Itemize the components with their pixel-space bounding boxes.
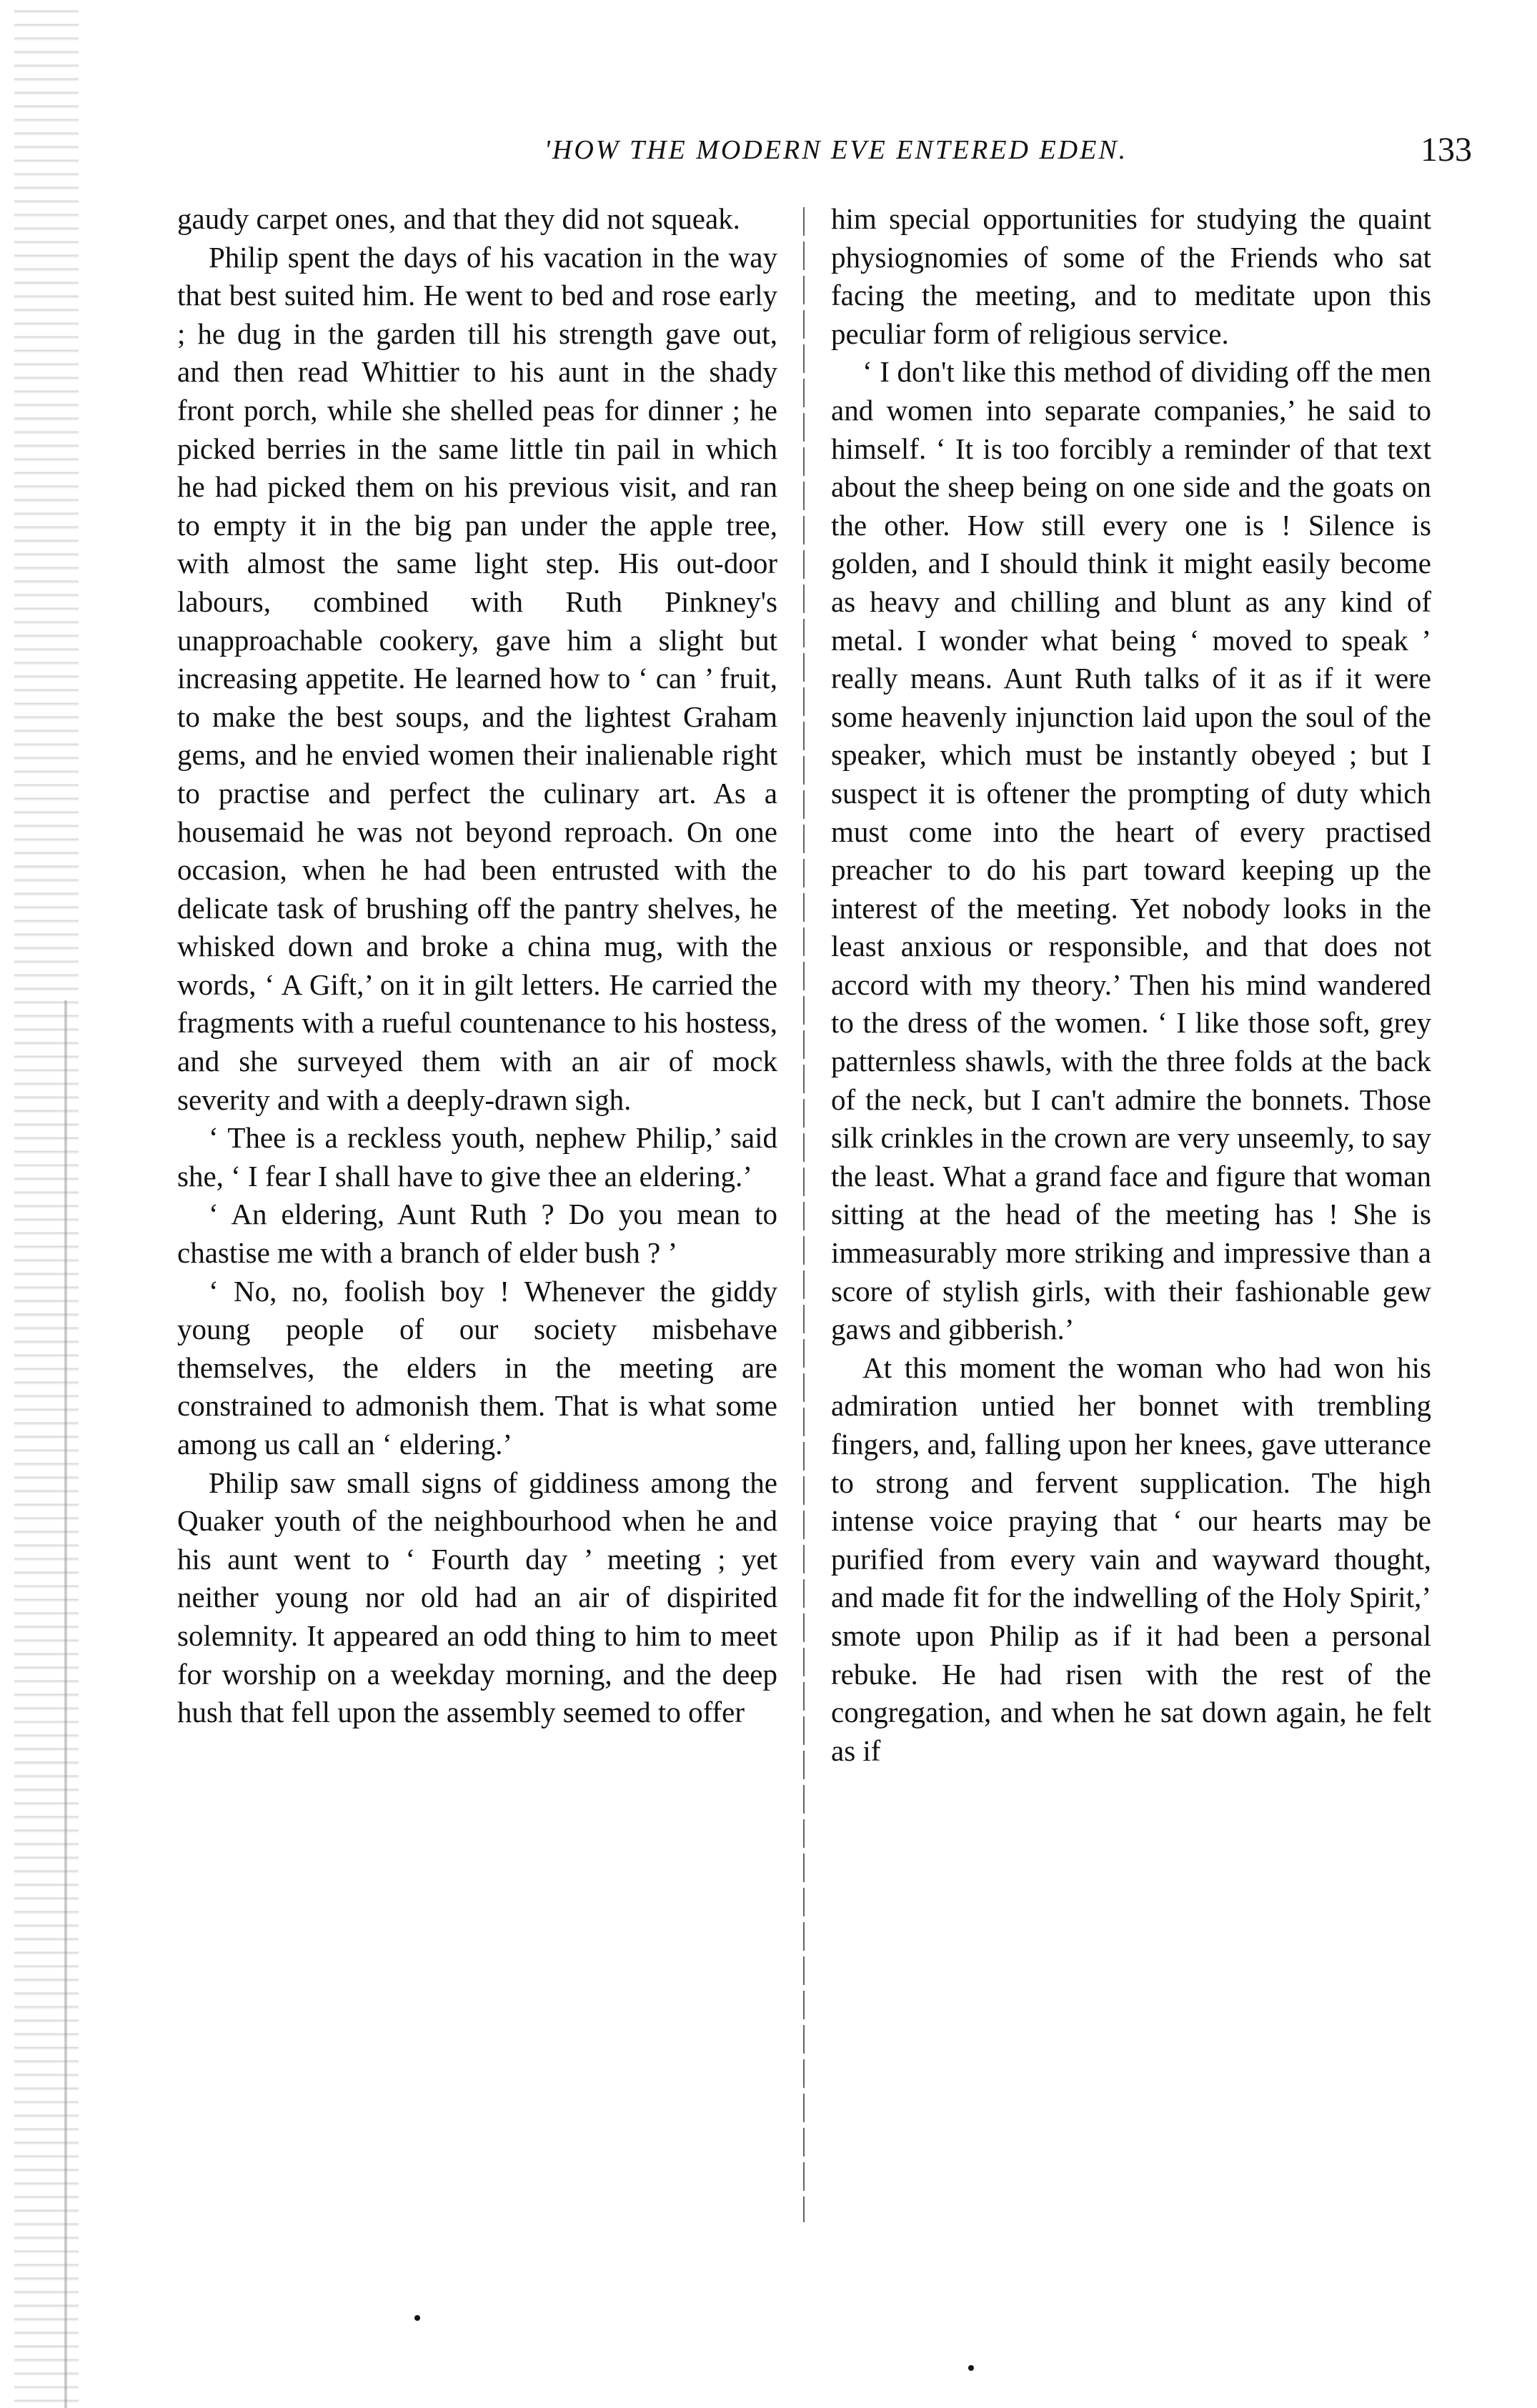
paragraph: At this moment the woman who had won his admiration untied her bonnet with trembling fingers, and, falling upon her knees, gave utterance to strong and fervent supplication. The high intense voice praying that ‘ our hearts may be purified from every vain and wayward thought, and made fit for the indwelling of the Holy Spirit,’ smote upon Philip as if it had been a personal rebuke. He had risen with the rest of the congregation, and when he sat down again, he felt as if (831, 1350, 1431, 1767)
paragraph: him special opportunities for studying the quaint physiognomies of some of the Friends who sat facing the meeting, and to meditate upon this peculiar form of religious service. (831, 202, 1431, 350)
left-column (177, 200, 777, 1732)
paragraph: ‘ Thee is a reckless youth, nephew Philip,’ said she, ‘ I fear I shall have to give thee an eldering.’ (177, 1121, 777, 1193)
paragraph: Philip saw small signs of giddiness among the Quaker youth of the neighbourhood when he and his aunt went to ‘ Fourth day ’ meeting ; yet neither young nor old had an air of dispirited solemnity. It appeared an odd thing to him to meet for worship on a weekday morning, and the deep hush that fell upon the assembly seemed to offer (177, 1466, 777, 1729)
page-number: 133 (1421, 131, 1472, 169)
paragraph: ‘ I don't like this method of dividing off the men and women into separate companies,’ he said to himself. ‘ It is too forcibly a reminder of that text about the sheep being on one side and the goats on the other. How still every one is ! Silence is golden, and I should think it might easily become as heavy and chilling and blunt as any kind of metal. I wonder what being ‘ moved to speak ’ really means. Aunt Ruth talks of it as if it were some heavenly injunction laid upon the soul of the speaker, which must be instantly obeyed ; but I suspect it is oftener the prompting of duty which must come into the heart of every practised preacher to do his part toward keeping up the interest of the meeting. Yet nobody looks in the least anxious or responsible, and that does not accord with my theory.’ Then his mind wandered to the dress of the women. ‘ I like those soft, grey patternless shawls, with the three folds at the back of the neck, but I can't admire the bonnets. Those silk crinkles in the crown are very unseemly, to say the least. What a grand face and figure that woman sitting at the head of the meeting has ! She is immeasurably more striking and impressive than a score of stylish girls, with their fashionable gew gaws and gibberish.’ (831, 355, 1431, 1346)
paragraph: gaudy carpet ones, and that they did not squeak. (177, 202, 740, 235)
column-divider (803, 207, 805, 2222)
print-speck (414, 2315, 420, 2321)
binding-edge-shadow (14, 0, 79, 2408)
right-column (831, 200, 1431, 1770)
paragraph: ‘ No, no, foolish boy ! Whenever the giddy young people of our society misbehave themselves, the elders in the meeting are constrained to admonish them. That is what some among us call an ‘ eldering.’ (177, 1274, 777, 1461)
paragraph: Philip spent the days of his vacation in the way that best suited him. He went to bed and rose early ; he dug in the garden till his strength gave out, and then read Whittier to his aunt in the shady front porch, while she shelled peas for dinner ; he picked berries in the same little tin pail in which he had picked them on his previous visit, and ran to empty it in the big pan under the apple tree, with almost the same light step. His out-door labours, combined with Ruth Pinkney's unapproachable cookery, gave him a slight but increasing appetite. He learned how to ‘ can ’ fruit, to make the best soups, and the lightest Graham gems, and he envied women their inalienable right to practise and perfect the culinary art. As a housemaid he was not beyond reproach. On one occasion, when he had been entrusted with the delicate task of brushing off the pantry shelves, he whisked down and broke a china mug, with the words, ‘ A Gift,’ on it in gilt letters. He carried the fragments with a rueful countenance to his hostess, and she surveyed them with an air of mock severity and with a deeply-drawn sigh. (177, 240, 777, 1116)
running-head: 'HOW THE MODERN EVE ENTERED EDEN. (544, 135, 1128, 165)
paragraph: ‘ An eldering, Aunt Ruth ? Do you mean to chastise me with a branch of elder bush ? ’ (177, 1198, 777, 1270)
print-speck (968, 2365, 974, 2371)
